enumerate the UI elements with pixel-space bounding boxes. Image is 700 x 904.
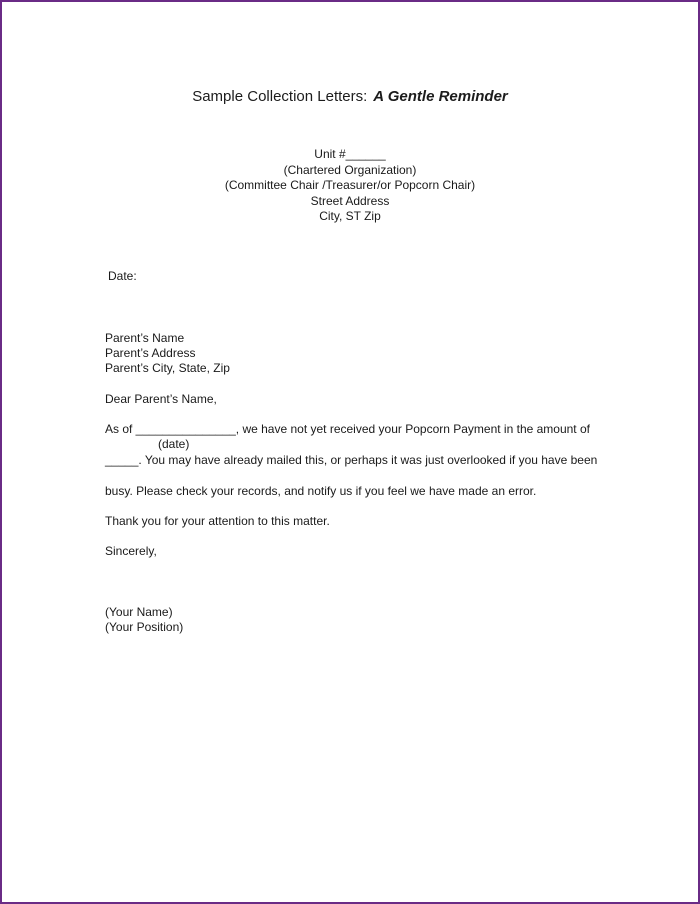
chair-line: (Committee Chair /Treasurer/or Popcorn Chair)	[224, 178, 476, 192]
thanks-line: Thank you for your attention to this matter.	[105, 514, 330, 528]
sender-header	[2, 147, 698, 225]
recipient-address: Parent’s Address	[105, 346, 196, 360]
signature-position: (Your Position)	[105, 620, 184, 634]
recipient-city: Parent’s City, State, Zip	[105, 361, 230, 375]
recipient-name: Parent’s Name	[105, 331, 185, 345]
body-line-2: _____. You may have already mailed this, or perhaps it was just overlooked if you have been	[105, 453, 598, 467]
body-line-1: As of _______________, we have not yet received your Popcorn Payment in the amount of	[105, 422, 590, 436]
city-line: City, ST Zip	[319, 209, 381, 223]
title-emphasis: A Gentle Reminder	[373, 88, 508, 105]
street-line: Street Address	[310, 193, 390, 208]
date-note: (date)	[158, 437, 190, 451]
date-label: Date:	[108, 269, 137, 283]
salutation: Dear Parent’s Name,	[105, 392, 217, 406]
title-text: Sample Collection Letters:	[192, 88, 368, 105]
body-line-3: busy. Please check your records, and notify us if you feel we have made an error.	[105, 484, 537, 498]
letter-title	[2, 88, 698, 105]
signature-name: (Your Name)	[105, 605, 173, 619]
closing: Sincerely,	[105, 544, 157, 558]
unit-line: Unit #______	[314, 147, 386, 161]
organization-line: (Chartered Organization)	[283, 162, 417, 177]
